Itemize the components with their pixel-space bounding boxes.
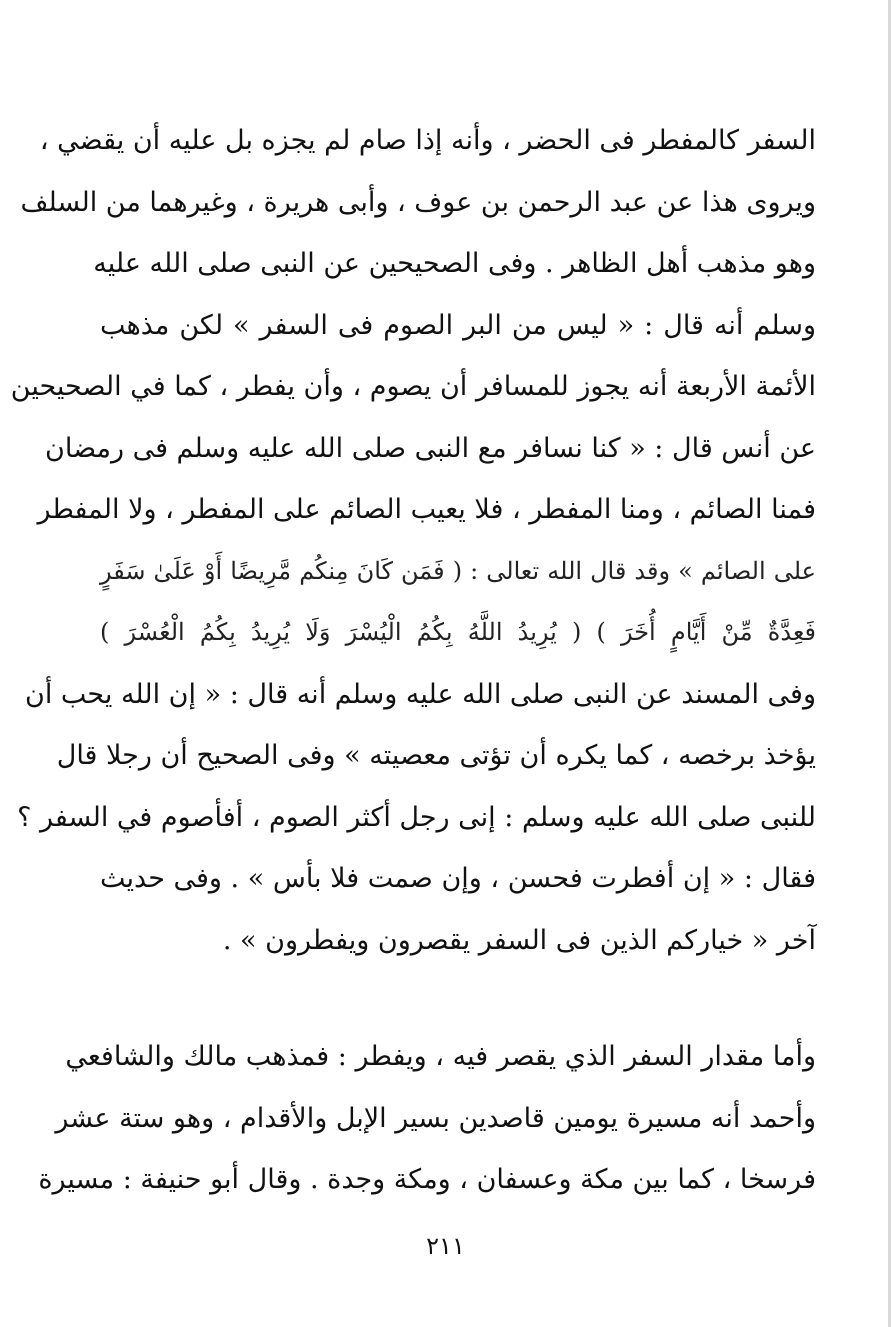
paragraph-1: [10, 110, 816, 971]
text-line: فرسخا ، كما بين مكة وعسفان ، ومكة وجدة . وقال أبو حنيفة : مسيرة: [38, 1164, 816, 1195]
text-line: السفر كالمفطر فى الحضر ، وأنه إذا صام لم يجزه بل عليه أن يقضي ،: [39, 125, 816, 156]
text-line: وفى المسند عن النبى صلى الله عليه وسلم أنه قال : « إن الله يحب أن: [25, 678, 816, 710]
text-line: وسلم أنه قال : « ليس من البر الصوم فى السفر » لكن مذهب: [100, 309, 816, 341]
page-number: ٢١١: [426, 1232, 465, 1260]
text-line: فمنا الصائم ، ومنا المفطر ، فلا يعيب الصائم على المفطر ، ولا المفطر: [37, 494, 816, 525]
text-line: عن أنس قال : « كنا نسافر مع النبى صلى الله عليه وسلم فى رمضان: [45, 432, 816, 464]
text-line: وهو مذهب أهل الظاهر . وفى الصحيحين عن النبى صلى الله عليه: [93, 248, 816, 279]
text-line: فقال : « إن أفطرت فحسن ، وإن صمت فلا بأس » . وفى حديث: [100, 863, 816, 894]
text-line: للنبى صلى الله عليه وسلم : إنى رجل أكثر الصوم ، أفأصوم في السفر ؟: [17, 801, 816, 833]
text-line-verse: فَعِدَّةٌ مِّنْ أَيَّامٍ أُخَرَ ) ( يُرِيدُ اللَّهُ بِكُمُ الْيُسْرَ وَلَا يُرِيدُ بِكُمُ الْعُسْرَ ): [100, 618, 816, 646]
paragraph-2: [38, 1026, 816, 1211]
text-line: آخر « خياركم الذين فى السفر يقصرون ويفطرون » .: [222, 924, 816, 956]
text-line: وأحمد أنه مسيرة يومين قاصدين بسير الإبل والأقدام ، وهو ستة عشر: [55, 1102, 816, 1134]
text-line-verse: على الصائم » وقد قال الله تعالى : ( فَمَن كَانَ مِنكُم مَّرِيضًا أَوْ عَلَىٰ سَفَرٍ: [100, 556, 816, 585]
text-line: الأئمة الأربعة أنه يجوز للمسافر أن يصوم ، وأن يفطر ، كما في الصحيحين: [10, 371, 816, 402]
text-line: يؤخذ برخصه ، كما يكره أن تؤتى معصيته » وفى الصحيح أن رجلا قال: [56, 740, 816, 771]
text-line: وأما مقدار السفر الذي يقصر فيه ، ويفطر : فمذهب مالك والشافعي: [65, 1041, 816, 1072]
text-line: ويروى هذا عن عبد الرحمن بن عوف ، وأبى هريرة ، وغيرهما من السلف: [20, 186, 816, 218]
